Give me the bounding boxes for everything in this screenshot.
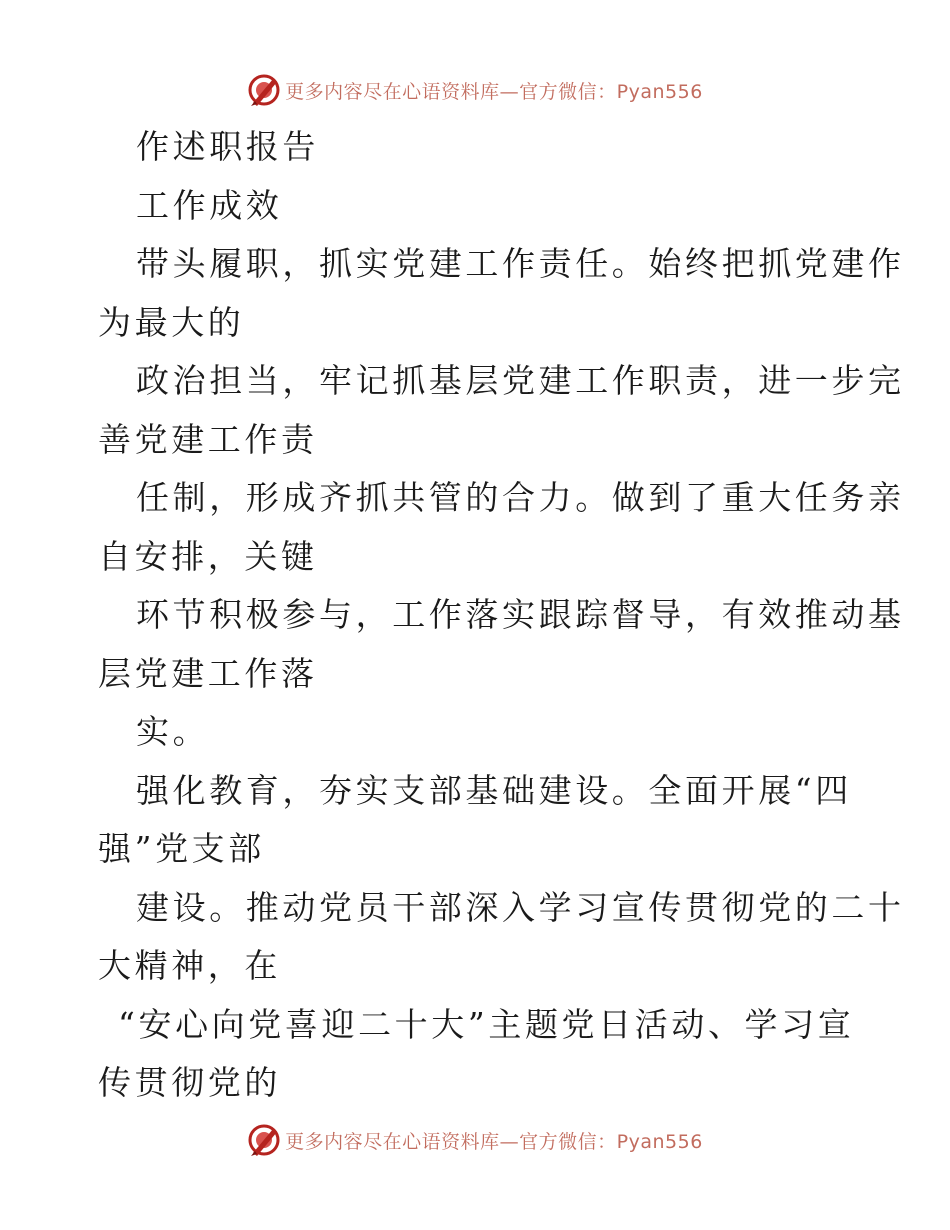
header-watermark [0,68,950,112]
pen-logo-icon [247,73,281,107]
text-line: 善党建工作责 [98,419,318,459]
text-line: 强化教育，夯实支部基础建设。全面开展“四 [136,770,852,810]
document-body [98,118,905,1113]
text-line: 自安排，关键 [98,536,318,576]
text-line: 为最大的 [98,302,245,342]
text-line: 传贯彻党的 [98,1063,281,1102]
pen-logo-icon [247,1123,281,1157]
text-line: 建设。推动党员干部深入学习宣传贯彻党的二十 [136,887,905,927]
text-line: 层党建工作落 [98,653,318,693]
text-line: 环节积极参与，工作落实跟踪督导，有效推动基 [136,595,905,634]
text-line: 任制，形成齐抓共管的合力。做到了重大任务亲 [136,478,905,517]
text-line: 实。 [136,712,210,751]
text-line: 强”党支部 [98,829,265,868]
text-line: “安心向党喜迎二十大”主题党日活动、学习宣 [118,1004,855,1044]
section-heading: 工作成效 [136,185,283,225]
footer-watermark [0,1118,950,1162]
text-line: 大精神，在 [98,946,281,985]
text-line: 政治担当，牢记抓基层党建工作职责，进一步完 [136,361,905,400]
watermark-text: 更多内容尽在心语资料库—官方微信：Pyan556 [285,1130,703,1153]
text-line: 作述职报告 [136,127,319,166]
text-line: 带头履职，抓实党建工作责任。始终把抓党建作 [136,244,905,283]
watermark-text: 更多内容尽在心语资料库—官方微信：Pyan556 [285,80,703,103]
